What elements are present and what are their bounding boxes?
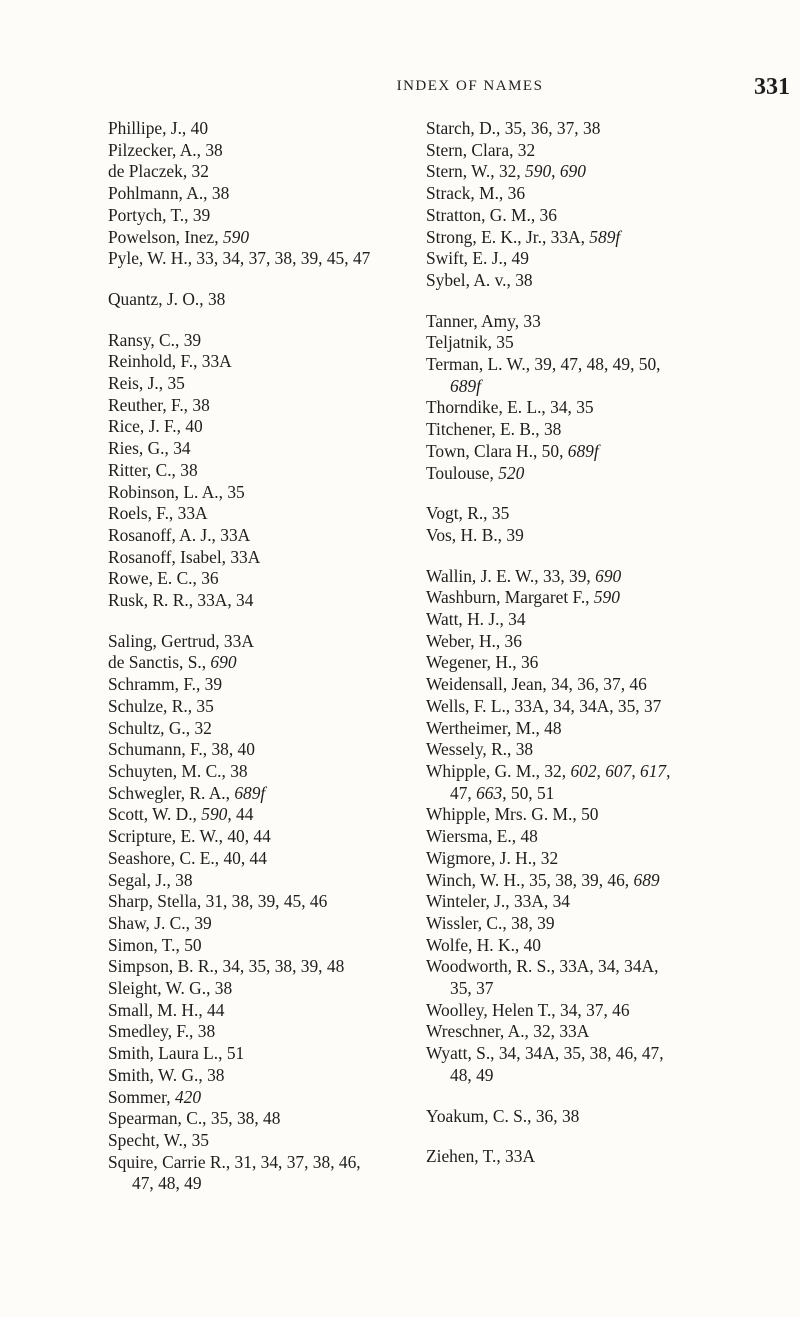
page-reference: 33A, 34 — [197, 590, 254, 611]
page-reference: 590 — [525, 161, 552, 182]
page-reference: 520 — [498, 462, 525, 483]
index-entry — [426, 227, 800, 249]
entry-name: Smith, Laura L., — [108, 1043, 227, 1064]
page-reference: 32 — [517, 139, 536, 160]
index-entry — [108, 913, 428, 935]
entry-name: Scott, W. D., — [108, 804, 202, 825]
index-entry — [426, 566, 800, 588]
index-entry — [108, 1021, 428, 1043]
entry-name: Schulze, R., — [108, 695, 197, 716]
index-entry — [426, 397, 800, 419]
index-entry — [108, 718, 428, 740]
page-reference: 689 — [633, 869, 660, 890]
page-reference: 590 — [222, 226, 250, 247]
entry-name: Wissler, C., — [426, 912, 512, 933]
page-reference: 38 — [230, 760, 248, 781]
index-entry — [108, 674, 428, 696]
page-reference: 35 — [196, 695, 214, 716]
index-entry — [426, 441, 800, 463]
index-entry — [426, 848, 800, 870]
index-entry — [108, 525, 428, 547]
page-reference: 663 — [476, 782, 503, 803]
index-entry — [426, 183, 800, 205]
page-reference: 38 — [543, 419, 562, 440]
entry-name: Schumann, F., — [108, 739, 212, 760]
index-entry — [426, 525, 800, 547]
entry-name: Portych, T., — [108, 204, 193, 225]
entry-name: Reinhold, F., — [108, 351, 202, 372]
index-entry — [426, 354, 800, 376]
index-entry — [108, 761, 428, 783]
entry-name: Woodworth, R. S., — [426, 956, 560, 977]
page-reference: 590 — [201, 804, 228, 825]
index-entry-continuation — [426, 376, 800, 398]
page-reference: , — [666, 760, 671, 781]
index-entry — [108, 227, 428, 249]
page-reference: 32, — [498, 161, 526, 182]
entry-name: Pyle, W. H., — [108, 248, 197, 269]
entry-name: Small, M. H., — [108, 999, 208, 1020]
page-reference: 33A — [220, 524, 251, 545]
index-entry — [108, 1152, 428, 1174]
index-entry — [108, 460, 428, 482]
index-entry — [426, 1106, 800, 1128]
index-entry — [108, 891, 428, 913]
page-reference: 32, — [544, 760, 571, 781]
entry-name: Swift, E. J., — [426, 248, 512, 269]
entry-name: Wyatt, S., — [426, 1043, 499, 1064]
index-entry — [426, 587, 800, 609]
index-entry — [426, 739, 800, 761]
entry-name: Scripture, E. W., — [108, 826, 228, 847]
index-letter-group — [426, 566, 800, 1087]
page-reference: 689f — [450, 375, 481, 396]
index-entry — [426, 804, 800, 826]
index-letter-group — [108, 330, 428, 612]
entry-name: de Sanctis, S., — [108, 652, 211, 673]
page-header — [0, 74, 800, 108]
index-entry — [108, 739, 428, 761]
entry-name: Winch, W. H., — [426, 869, 530, 890]
page-reference: 47, — [450, 782, 477, 803]
index-entry — [426, 652, 800, 674]
page-reference: 50 — [581, 804, 599, 825]
entry-name: Smith, W. G., — [108, 1064, 208, 1085]
entry-name: Segal, J., — [108, 869, 176, 890]
index-entry-continuation — [426, 978, 800, 1000]
page-reference: 39 — [183, 329, 202, 350]
page-reference: 35, 37 — [450, 978, 494, 999]
entry-name: Washburn, Margaret F., — [426, 587, 594, 608]
page-reference: 35 — [227, 481, 245, 502]
page-reference: 39 — [506, 524, 524, 545]
page-reference: 689f — [567, 440, 599, 461]
index-entry — [426, 118, 800, 140]
page-reference: 33 — [523, 310, 541, 331]
entry-name: Pilzecker, A., — [108, 139, 206, 160]
page-reference: 33, 39, — [542, 565, 596, 586]
entry-name: Phillipe, J., — [108, 118, 191, 138]
page-reference: 38, 39 — [511, 912, 555, 933]
page-reference: 34, 37, 46 — [560, 999, 630, 1020]
index-entry — [426, 248, 800, 270]
index-entry — [108, 652, 428, 674]
page-reference: 602 — [570, 760, 597, 781]
page-reference: 49 — [511, 248, 529, 269]
index-entry — [108, 373, 428, 395]
page-reference: 690 — [595, 565, 622, 586]
index-entry — [108, 590, 428, 612]
index-entry — [108, 416, 428, 438]
entry-name: Tanner, Amy, — [426, 310, 524, 331]
page-reference: 420 — [174, 1086, 202, 1107]
page-reference: , — [596, 760, 606, 781]
page-reference: 590 — [593, 587, 620, 608]
entry-name: Wallin, J. E. W., — [426, 565, 543, 586]
index-letter-group — [426, 118, 800, 292]
entry-name: Starch, D., — [426, 118, 505, 138]
page-reference: 690 — [559, 161, 586, 182]
page-reference: 51 — [226, 1043, 245, 1064]
index-entry — [426, 674, 800, 696]
page-reference: 35 — [167, 373, 185, 394]
page-reference: 48, 49 — [450, 1064, 494, 1085]
entry-name: Wreschner, A., — [426, 1021, 534, 1042]
page-reference: 38 — [192, 394, 210, 415]
page-reference: 38 — [207, 1064, 225, 1085]
index-entry — [426, 205, 800, 227]
entry-name: Ritter, C., — [108, 459, 181, 480]
entry-name: Wolfe, H. K., — [426, 934, 524, 955]
page-reference: 32 — [191, 161, 209, 182]
index-entry — [108, 1087, 428, 1109]
index-entry — [426, 1146, 800, 1168]
index-entry — [426, 311, 800, 333]
entry-name: Whipple, G. M., — [426, 760, 545, 781]
index-entry — [426, 956, 800, 978]
page-reference: 38 — [205, 139, 223, 160]
index-entry — [108, 978, 428, 1000]
page-reference: 34, 34A, 35, 38, 46, 47, — [498, 1043, 664, 1064]
index-entry — [108, 1108, 428, 1130]
index-entry — [426, 419, 800, 441]
page-reference: 35, 36, 37, 38 — [504, 118, 601, 138]
entry-name: Shaw, J. C., — [108, 912, 195, 933]
index-entry — [108, 482, 428, 504]
page-reference: 36, 38 — [535, 1105, 580, 1126]
page-reference: 48 — [520, 826, 538, 847]
page-reference: 35 — [496, 332, 514, 353]
entry-name: Schuyten, M. C., — [108, 760, 231, 781]
index-entry — [426, 696, 800, 718]
page-reference: 36 — [201, 568, 219, 589]
page-reference: 38 — [207, 288, 226, 309]
entry-name: Woolley, Helen T., — [426, 999, 560, 1020]
page-reference: 33A — [201, 351, 232, 372]
entry-name: Stern, W., — [426, 161, 499, 182]
index-entry — [108, 289, 428, 311]
index-column-left — [108, 118, 428, 1214]
page-reference: 36 — [507, 183, 526, 204]
entry-name: Smedley, F., — [108, 1021, 198, 1042]
index-column-right — [426, 118, 800, 1187]
entry-name: Ries, G., — [108, 438, 174, 459]
page-number: 331 — [754, 74, 790, 100]
page-reference: 48 — [544, 717, 562, 738]
entry-name: Rowe, E. C., — [108, 568, 202, 589]
page-reference: 38, 40 — [211, 739, 255, 760]
entry-name: Reuther, F., — [108, 394, 193, 415]
index-entry — [108, 631, 428, 653]
entry-name: Town, Clara H., — [426, 440, 542, 461]
index-entry — [108, 935, 428, 957]
page-reference: 35 — [191, 1129, 209, 1150]
index-entry — [108, 118, 428, 140]
entry-name: Schwegler, R. A., — [108, 782, 235, 803]
page-reference: 40, 44 — [227, 826, 271, 847]
index-entry — [108, 568, 428, 590]
index-letter-group — [426, 1106, 800, 1128]
page-reference: 38 — [515, 739, 534, 760]
page-reference: 40 — [190, 118, 209, 138]
page-reference: 32, 33A — [533, 1021, 590, 1042]
page-reference: 39, 47, 48, 49, 50, — [534, 354, 661, 375]
entry-name: Pohlmann, A., — [108, 183, 212, 204]
index-entry — [426, 609, 800, 631]
index-entry — [426, 631, 800, 653]
page-reference: 36 — [539, 204, 557, 225]
entry-name: Saling, Gertrud, — [108, 630, 224, 651]
entry-name: Rosanoff, Isabel, — [108, 546, 231, 567]
page-reference: , — [631, 760, 641, 781]
entry-name: Strack, M., — [426, 183, 508, 204]
page-reference: 39 — [192, 204, 211, 225]
entry-name: Yoakum, C. S., — [426, 1105, 536, 1126]
entry-name: Toulouse, — [426, 462, 499, 483]
index-entry — [426, 503, 800, 525]
index-entry — [426, 1021, 800, 1043]
index-entry — [108, 205, 428, 227]
entry-name: Simpson, B. R., — [108, 956, 223, 977]
entry-name: Seashore, C. E., — [108, 847, 224, 868]
page-reference: 33A, 34 — [513, 891, 570, 912]
entry-name: Schultz, G., — [108, 717, 195, 738]
index-entry — [108, 183, 428, 205]
page-reference: 44 — [207, 999, 225, 1020]
index-entry-continuation — [426, 783, 800, 805]
index-entry — [426, 161, 800, 183]
entry-name: Spearman, C., — [108, 1108, 211, 1129]
page-reference: 33A — [223, 630, 254, 651]
page-reference: 34 — [173, 438, 191, 459]
entry-name: Winteler, J., — [426, 891, 514, 912]
page-reference: 31, 34, 37, 38, 46, — [234, 1151, 361, 1172]
entry-name: Rosanoff, A. J., — [108, 524, 221, 545]
index-entry — [108, 826, 428, 848]
entry-name: Rusk, R. R., — [108, 590, 198, 611]
page-reference: 36 — [520, 652, 539, 673]
entry-name: Stratton, G. M., — [426, 204, 540, 225]
index-entry — [108, 804, 428, 826]
page-reference: 33A, 34, 34A, — [559, 956, 659, 977]
page-reference: 38 — [180, 459, 198, 480]
entry-name: Teljatnik, — [426, 332, 497, 353]
entry-name: Powelson, Inez, — [108, 226, 223, 247]
entry-name: Sleight, W. G., — [108, 978, 215, 999]
page-reference: , — [551, 161, 560, 182]
index-entry — [108, 503, 428, 525]
entry-name: Sharp, Stella, — [108, 891, 206, 912]
index-entry — [108, 1065, 428, 1087]
entry-name: Wells, F. L., — [426, 695, 515, 716]
page-reference: , 44 — [227, 804, 254, 825]
page-reference: 34 — [508, 609, 526, 630]
page-reference: 39 — [194, 912, 212, 933]
page-reference: 36 — [504, 630, 522, 651]
index-entry — [108, 161, 428, 183]
index-entry — [426, 270, 800, 292]
page-reference: 50, — [541, 440, 568, 461]
entry-name: Wiersma, E., — [426, 826, 521, 847]
page-reference: 33A, — [550, 226, 590, 247]
running-title: INDEX OF NAMES — [396, 78, 544, 94]
page-reference: 617 — [640, 760, 667, 781]
index-entry — [108, 547, 428, 569]
page-reference: 607 — [605, 760, 632, 781]
index-entry — [426, 332, 800, 354]
index-entry — [108, 140, 428, 162]
page-reference: 39 — [204, 674, 223, 695]
page-reference: 33A — [505, 1146, 535, 1167]
index-entry — [108, 1130, 428, 1152]
page-reference: 32 — [540, 847, 559, 868]
page-reference: 34, 35, 38, 39, 48 — [222, 956, 345, 977]
entry-name: Specht, W., — [108, 1129, 192, 1150]
entry-name: Ransy, C., — [108, 329, 184, 350]
page-reference: , 50, 51 — [502, 782, 555, 803]
page-reference: 33A — [230, 546, 261, 567]
entry-name: Weidensall, Jean, — [426, 674, 552, 695]
entry-name: Wegener, H., — [426, 652, 521, 673]
page-reference: 35, 38, 48 — [210, 1108, 281, 1129]
index-entry — [108, 438, 428, 460]
index-letter-group — [426, 1146, 800, 1168]
index-entry — [108, 1043, 428, 1065]
page-reference: 47, 48, 49 — [132, 1173, 202, 1194]
entry-name: Schramm, F., — [108, 674, 205, 695]
entry-name: Vogt, R., — [426, 503, 492, 524]
page-reference: 40 — [523, 934, 541, 955]
entry-name: Watt, H. J., — [426, 609, 509, 630]
page-reference: 35, 38, 39, 46, — [529, 869, 634, 890]
index-letter-group — [426, 311, 800, 485]
page-reference: 33, 34, 37, 38, 39, 45, 47 — [196, 248, 371, 269]
entry-name: Weber, H., — [426, 630, 505, 651]
index-entry — [108, 870, 428, 892]
entry-name: Sommer, — [108, 1086, 175, 1107]
entry-name: Titchener, E. B., — [426, 419, 544, 440]
page-reference: 32 — [194, 717, 212, 738]
entry-name: Wertheimer, M., — [426, 717, 545, 738]
entry-name: Wessely, R., — [426, 739, 516, 760]
page-reference: 38 — [175, 869, 193, 890]
index-letter-group — [108, 289, 428, 311]
index-letter-group — [426, 503, 800, 546]
entry-name: Quantz, J. O., — [108, 288, 208, 309]
index-entry — [426, 935, 800, 957]
index-entry — [426, 826, 800, 848]
entry-name: de Placzek, — [108, 161, 192, 182]
entry-name: Ziehen, T., — [426, 1146, 506, 1167]
entry-name: Wigmore, J. H., — [426, 847, 541, 868]
index-entry — [426, 1000, 800, 1022]
page-reference: 689f — [234, 782, 266, 803]
entry-name: Roels, F., — [108, 503, 178, 524]
entry-name: Stern, Clara, — [426, 139, 518, 160]
index-letter-group — [108, 118, 428, 270]
page-reference: 50 — [184, 934, 202, 955]
page-reference: 35 — [491, 503, 510, 524]
entry-name: Simon, T., — [108, 934, 185, 955]
page-reference: 31, 38, 39, 45, 46 — [205, 891, 328, 912]
page-reference: 33A, 34, 34A, 35, 37 — [514, 695, 662, 716]
entry-name: Squire, Carrie R., — [108, 1151, 235, 1172]
entry-name: Thorndike, E. L., — [426, 397, 551, 418]
page-reference: 34, 35 — [550, 397, 594, 418]
entry-name: Rice, J. F., — [108, 416, 186, 437]
entry-name: Reis, J., — [108, 373, 168, 394]
index-entry — [108, 1000, 428, 1022]
page-reference: 40, 44 — [223, 847, 267, 868]
index-letter-group — [108, 631, 428, 1195]
page-reference: 33A — [177, 503, 208, 524]
page-reference: 38 — [515, 269, 533, 290]
index-entry — [108, 351, 428, 373]
index-entry — [108, 783, 428, 805]
entry-name: Sybel, A. v., — [426, 269, 516, 290]
entry-name: Strong, E. K., Jr., — [426, 226, 551, 247]
index-entry — [108, 956, 428, 978]
entry-name: Robinson, L. A., — [108, 481, 228, 502]
index-entry — [426, 718, 800, 740]
entry-name: Whipple, Mrs. G. M., — [426, 804, 582, 825]
page-reference: 38 — [197, 1021, 216, 1042]
index-entry — [108, 248, 428, 270]
index-entry — [108, 696, 428, 718]
index-entry-continuation — [108, 1173, 428, 1195]
index-entry — [108, 395, 428, 417]
page-reference: 40 — [185, 416, 203, 437]
page-reference: 690 — [210, 652, 237, 673]
index-entry-continuation — [426, 1065, 800, 1087]
index-entry — [426, 870, 800, 892]
entry-name: Vos, H. B., — [426, 524, 507, 545]
index-entry — [426, 1043, 800, 1065]
page-reference: 38 — [211, 183, 230, 204]
index-entry — [108, 848, 428, 870]
entry-name: Terman, L. W., — [426, 354, 535, 375]
page-reference: 34, 36, 37, 46 — [551, 674, 647, 695]
index-entry — [426, 913, 800, 935]
page-reference: 589f — [589, 226, 621, 247]
page-reference: 38 — [214, 978, 233, 999]
index-entry — [426, 891, 800, 913]
index-entry — [426, 463, 800, 485]
index-entry — [426, 761, 800, 783]
index-entry — [108, 330, 428, 352]
index-entry — [426, 140, 800, 162]
